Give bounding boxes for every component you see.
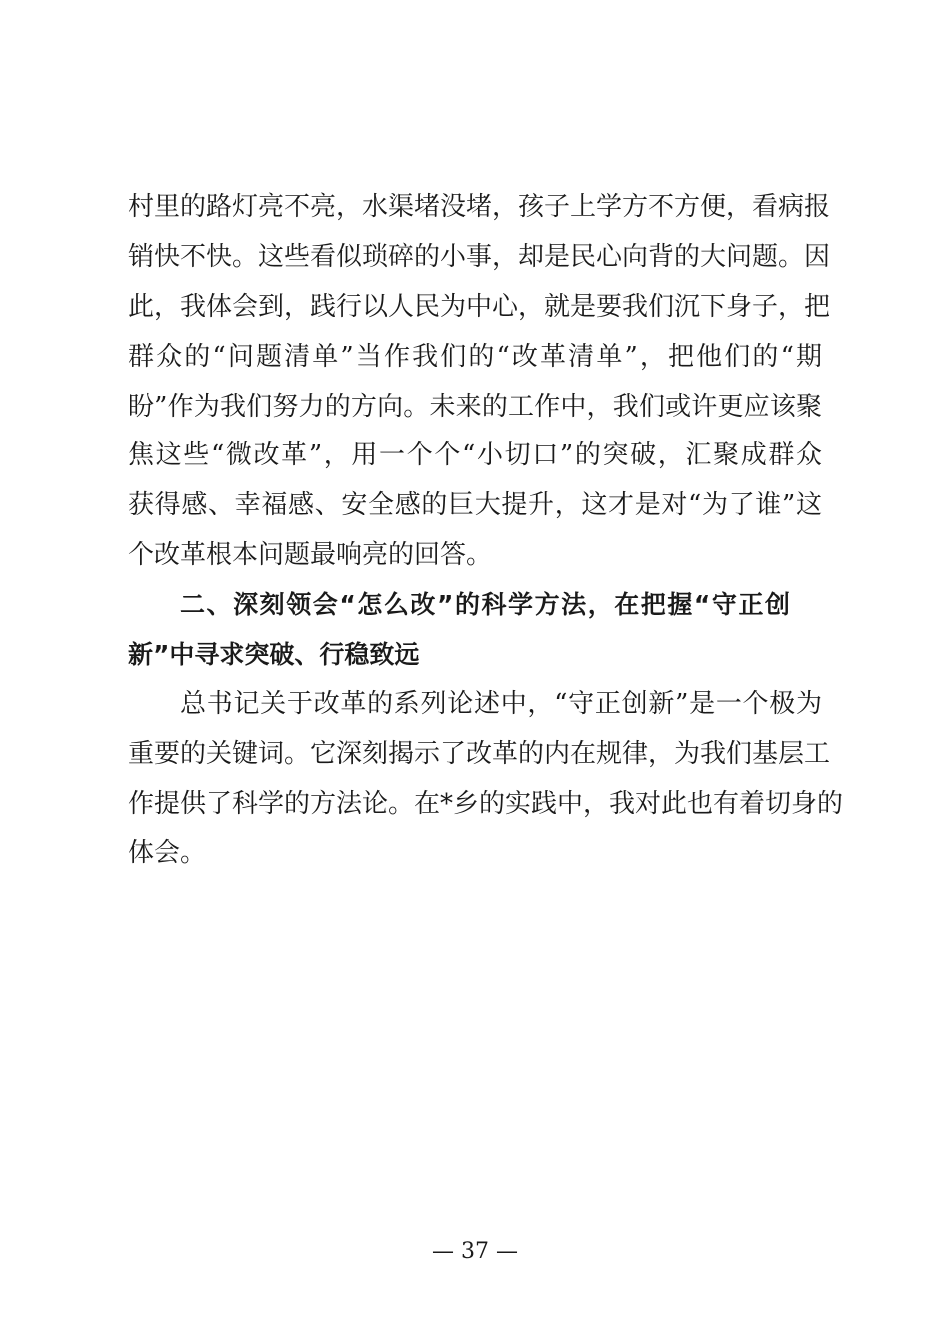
section-heading-line: 新”中寻求突破、行稳致远	[128, 640, 420, 669]
paragraph-line: 焦这些“微改革”，用一个个“小切口”的突破，汇聚成群众	[128, 440, 822, 470]
paragraph-line: 销快不快。这些看似琐碎的小事，却是民心向背的大问题。因	[128, 242, 831, 272]
paragraph-line: 总书记关于改革的系列论述中，“守正创新”是一个极为	[180, 689, 822, 719]
section-heading-line: 二、深刻领会“怎么改”的科学方法，在把握“守正创	[180, 590, 790, 619]
paragraph-line: 重要的关键词。它深刻揭示了改革的内在规律，为我们基层工	[128, 739, 831, 769]
paragraph-line: 此，我体会到，践行以人民为中心，就是要我们沉下身子，把	[128, 292, 831, 322]
paragraph-line: 村里的路灯亮不亮，水渠堵没堵，孩子上学方不方便，看病报	[128, 192, 831, 222]
paragraph-line: 盼”作为我们努力的方向。未来的工作中，我们或许更应该聚	[128, 392, 822, 422]
paragraph-line: 个改革根本问题最响亮的回答。	[128, 540, 493, 570]
paragraph-line: 群众的“问题清单”当作我们的“改革清单”，把他们的“期	[128, 342, 822, 372]
page-number: — 37 —	[432, 1239, 518, 1264]
paragraph-line: 获得感、幸福感、安全感的巨大提升，这才是对“为了谁”这	[128, 490, 822, 520]
paragraph-line: 作提供了科学的方法论。在*乡的实践中，我对此也有着切身的	[128, 789, 844, 819]
paragraph-line: 体会。	[128, 838, 207, 868]
